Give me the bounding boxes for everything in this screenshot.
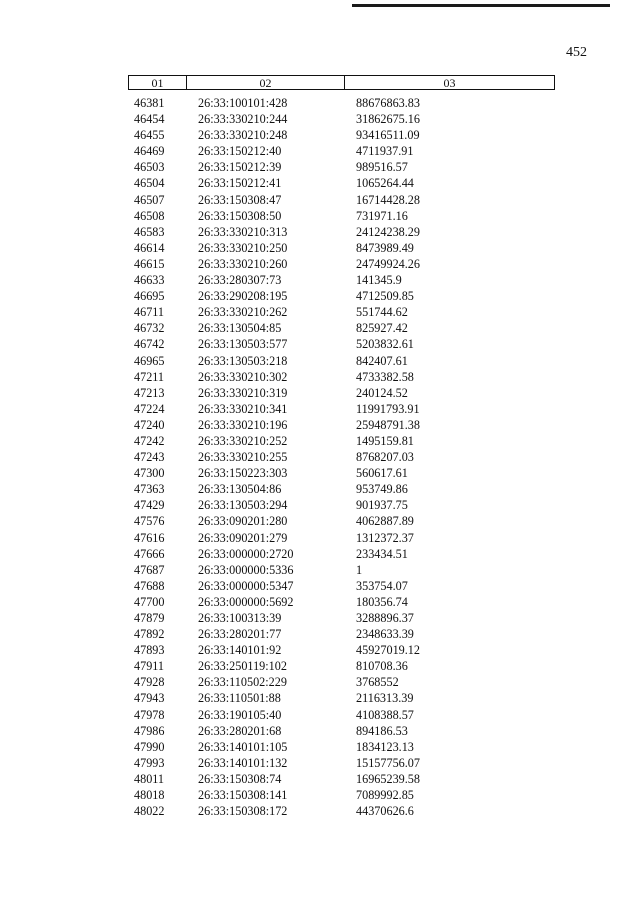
- cell-02: 26:33:110501:88: [198, 691, 281, 706]
- cell-01: 46455: [134, 128, 165, 143]
- table-row: [0, 658, 640, 674]
- column-header-03: 03: [443, 76, 456, 90]
- cell-01: 47300: [134, 466, 165, 481]
- cell-02: 26:33:130503:218: [198, 353, 288, 368]
- cell-01: 47363: [134, 482, 165, 497]
- cell-02: 26:33:330210:252: [198, 433, 288, 448]
- table-row: [0, 433, 640, 449]
- cell-02: 26:33:330210:250: [198, 240, 288, 255]
- cell-02: 26:33:150308:172: [198, 804, 288, 819]
- cell-02: 26:33:330210:260: [198, 256, 288, 271]
- cell-02: 26:33:150212:40: [198, 144, 282, 159]
- cell-01: 47240: [134, 417, 165, 432]
- cell-01: 46381: [134, 96, 165, 110]
- cell-01: 46583: [134, 224, 165, 239]
- cell-03: 240124.52: [356, 385, 408, 400]
- table-row: [0, 594, 640, 610]
- column-header-02: 02: [259, 76, 272, 90]
- cell-03: 1495159.81: [356, 433, 414, 448]
- cell-03: 8473989.49: [356, 240, 414, 255]
- cell-02: 26:33:330210:248: [198, 128, 288, 143]
- cell-02: 26:33:330210:262: [198, 305, 288, 320]
- table-row: [0, 707, 640, 723]
- table-row: [0, 401, 640, 417]
- cell-01: 48022: [134, 804, 165, 819]
- table-row: [0, 288, 640, 304]
- cell-02: 26:33:150308:50: [198, 208, 282, 223]
- cell-02: 26:33:090201:280: [198, 514, 288, 529]
- table-row: [0, 304, 640, 320]
- cell-01: 46507: [134, 192, 165, 207]
- table-row: [0, 111, 640, 127]
- cell-01: 46633: [134, 273, 165, 288]
- cell-01: 46454: [134, 112, 165, 127]
- cell-02: 26:33:140101:105: [198, 739, 288, 754]
- cell-02: 26:33:140101:92: [198, 643, 282, 658]
- cell-02: 26:33:130504:86: [198, 482, 282, 497]
- cell-03: 1834123.13: [356, 739, 414, 754]
- table-header: [128, 75, 555, 90]
- cell-02: 26:33:150308:47: [198, 192, 282, 207]
- cell-02: 26:33:100101:428: [198, 96, 288, 110]
- cell-03: 8768207.03: [356, 450, 414, 465]
- cell-02: 26:33:150308:74: [198, 771, 282, 786]
- cell-02: 26:33:150212:39: [198, 160, 282, 175]
- cell-03: 5203832.61: [356, 337, 414, 352]
- cell-02: 26:33:190105:40: [198, 707, 282, 722]
- cell-03: 16714428.28: [356, 192, 420, 207]
- cell-01: 46732: [134, 321, 165, 336]
- cell-02: 26:33:100313:39: [198, 611, 282, 625]
- table-row: [0, 723, 640, 739]
- cell-02: 26:33:330210:313: [198, 224, 288, 239]
- cell-03: 1312372.37: [356, 530, 414, 545]
- cell-01: 46711: [134, 305, 165, 320]
- cell-02: 26:33:130504:85: [198, 321, 282, 336]
- cell-01: 47892: [134, 627, 165, 642]
- table-row: [0, 449, 640, 465]
- cell-03: 4711937.91: [356, 144, 414, 159]
- table-row: [0, 159, 640, 175]
- cell-03: 989516.57: [356, 160, 408, 175]
- column-header-01: 01: [151, 76, 164, 90]
- cell-02: 26:33:150308:141: [198, 788, 288, 803]
- table-row: [0, 610, 640, 626]
- cell-01: 46469: [134, 144, 165, 159]
- cell-03: 141345.9: [356, 273, 402, 288]
- cell-02: 26:33:280201:77: [198, 627, 282, 642]
- cell-03: 560617.61: [356, 466, 408, 481]
- cell-01: 46614: [134, 240, 165, 255]
- cell-03: 4062887.89: [356, 514, 414, 529]
- cell-01: 47243: [134, 450, 165, 465]
- cell-02: 26:33:000000:2720: [198, 546, 294, 561]
- table-row: [0, 208, 640, 224]
- cell-01: 47688: [134, 578, 165, 593]
- cell-03: 7089992.85: [356, 788, 414, 803]
- cell-03: 4712509.85: [356, 289, 414, 304]
- cell-03: 233434.51: [356, 546, 408, 561]
- cell-03: 551744.62: [356, 305, 408, 320]
- cell-02: 26:33:330210:244: [198, 112, 288, 127]
- cell-03: 31862675.16: [356, 112, 420, 127]
- table-row: [0, 626, 640, 642]
- cell-01: 47576: [134, 514, 165, 529]
- cell-03: 45927019.12: [356, 643, 420, 658]
- cell-02: 26:33:130503:294: [198, 498, 288, 513]
- table-row: [0, 240, 640, 256]
- cell-03: 24124238.29: [356, 224, 420, 239]
- table-row: [0, 803, 640, 819]
- table-row: [0, 642, 640, 658]
- cell-03: 15157756.07: [356, 755, 420, 770]
- table-row: [0, 497, 640, 513]
- cell-01: 47429: [134, 498, 165, 513]
- table-row: [0, 336, 640, 352]
- cell-03: 44370626.6: [356, 804, 414, 819]
- cell-01: 46503: [134, 160, 165, 175]
- cell-01: 47879: [134, 611, 165, 625]
- cell-02: 26:33:000000:5336: [198, 562, 294, 577]
- table-row: [0, 578, 640, 594]
- table-row: [0, 530, 640, 546]
- cell-02: 26:33:330210:319: [198, 385, 288, 400]
- cell-02: 26:33:330210:341: [198, 401, 288, 416]
- table-row: [0, 175, 640, 191]
- cell-02: 26:33:140101:132: [198, 755, 288, 770]
- table-row: [0, 192, 640, 208]
- cell-01: 47687: [134, 562, 165, 577]
- cell-01: 46504: [134, 176, 165, 191]
- table-row: [0, 224, 640, 240]
- cell-03: 894186.53: [356, 723, 408, 738]
- cell-01: 47700: [134, 594, 165, 609]
- top-rule: [352, 4, 610, 7]
- cell-01: 47993: [134, 755, 165, 770]
- cell-03: 810708.36: [356, 659, 408, 674]
- table-row: [0, 513, 640, 529]
- cell-03: 4108388.57: [356, 707, 414, 722]
- table-row: [0, 465, 640, 481]
- table-row: [0, 787, 640, 803]
- cell-02: 26:33:330210:255: [198, 450, 288, 465]
- page-number: 452: [566, 45, 587, 60]
- cell-02: 26:33:000000:5347: [198, 578, 294, 593]
- table-body: [0, 95, 640, 819]
- cell-01: 47990: [134, 739, 165, 754]
- cell-02: 26:33:150212:41: [198, 176, 282, 191]
- cell-01: 47986: [134, 723, 165, 738]
- cell-02: 26:33:090201:279: [198, 530, 288, 545]
- cell-03: 1: [356, 562, 363, 577]
- table-row: [0, 417, 640, 433]
- cell-03: 3768552: [356, 675, 399, 690]
- cell-01: 46508: [134, 208, 165, 223]
- cell-03: 825927.42: [356, 321, 408, 336]
- cell-03: 901937.75: [356, 498, 408, 513]
- cell-03: 88676863.83: [356, 96, 420, 110]
- cell-01: 46965: [134, 353, 165, 368]
- cell-02: 26:33:130503:577: [198, 337, 288, 352]
- cell-02: 26:33:330210:302: [198, 369, 288, 384]
- cell-01: 48018: [134, 788, 165, 803]
- cell-03: 93416511.09: [356, 128, 420, 143]
- cell-03: 2116313.39: [356, 691, 414, 706]
- cell-01: 47928: [134, 675, 165, 690]
- cell-02: 26:33:330210:196: [198, 417, 288, 432]
- cell-01: 46742: [134, 337, 165, 352]
- cell-01: 47242: [134, 433, 165, 448]
- table-row: [0, 771, 640, 787]
- cell-03: 25948791.38: [356, 417, 420, 432]
- table-row: [0, 674, 640, 690]
- table-row: [0, 369, 640, 385]
- cell-01: 47666: [134, 546, 165, 561]
- table-row: [0, 127, 640, 143]
- table-row: [0, 546, 640, 562]
- table-row: [0, 562, 640, 578]
- cell-02: 26:33:280307:73: [198, 273, 282, 288]
- cell-01: 47211: [134, 369, 165, 384]
- table-row: [0, 739, 640, 755]
- cell-01: 47213: [134, 385, 165, 400]
- cell-03: 11991793.91: [356, 401, 420, 416]
- cell-03: 1065264.44: [356, 176, 414, 191]
- cell-01: 47943: [134, 691, 165, 706]
- table-row: [0, 256, 640, 272]
- cell-02: 26:33:280201:68: [198, 723, 282, 738]
- cell-02: 26:33:150223:303: [198, 466, 288, 481]
- cell-03: 24749924.26: [356, 256, 420, 271]
- cell-02: 26:33:110502:229: [198, 675, 287, 690]
- table-row: [0, 353, 640, 369]
- table-row: [0, 272, 640, 288]
- table-row: [0, 755, 640, 771]
- cell-01: 46695: [134, 289, 165, 304]
- cell-03: 4733382.58: [356, 369, 414, 384]
- table-row: [0, 481, 640, 497]
- cell-01: 48011: [134, 771, 165, 786]
- cell-03: 16965239.58: [356, 771, 420, 786]
- cell-01: 47911: [134, 659, 165, 674]
- cell-03: 353754.07: [356, 578, 408, 593]
- cell-03: 731971.16: [356, 208, 408, 223]
- cell-03: 842407.61: [356, 353, 408, 368]
- cell-02: 26:33:290208:195: [198, 289, 288, 304]
- cell-01: 47893: [134, 643, 165, 658]
- cell-02: 26:33:250119:102: [198, 659, 287, 674]
- table-row: [0, 690, 640, 706]
- cell-03: 180356.74: [356, 594, 408, 609]
- table-row: [0, 95, 640, 111]
- cell-01: 47616: [134, 530, 165, 545]
- cell-01: 47224: [134, 401, 165, 416]
- cell-02: 26:33:000000:5692: [198, 594, 294, 609]
- table-row: [0, 143, 640, 159]
- cell-03: 953749.86: [356, 482, 408, 497]
- cell-03: 3288896.37: [356, 611, 414, 625]
- cell-01: 47978: [134, 707, 165, 722]
- table-row: [0, 320, 640, 336]
- cell-01: 46615: [134, 256, 165, 271]
- cell-03: 2348633.39: [356, 627, 414, 642]
- table-row: [0, 385, 640, 401]
